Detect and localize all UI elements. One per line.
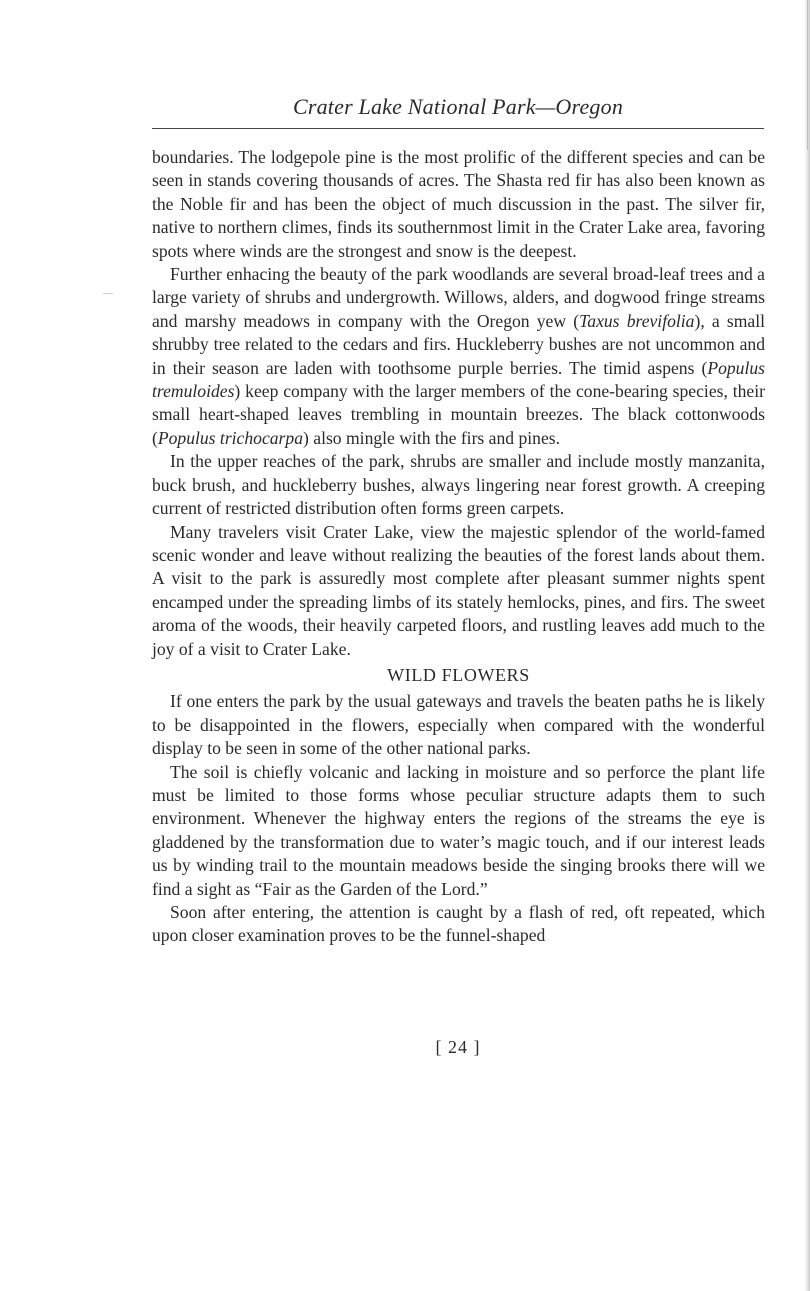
header-rule [152,128,764,129]
species-populus-tremuloides: Populus tremuloides [152,357,765,402]
page-edge-line [807,0,808,150]
paragraph-6: The soil is chiefly volcanic and lacking in moisture and so perforce the plant life must be limited to those forms whose peculiar structure adapts them to such environment. Whenever the highway enters the regions of the streams the eye is gladdened by the transformation due to water’s magic touch, and if our interest leads us by winding trail to the mountain meadows beside the singing brooks there will we find a sight as “Fair as the Garden of the Lord.” [152,761,765,899]
species-taxus: Taxus brevifolia [579,310,695,331]
paragraph-2-part-c: ) keep company with the larger members of the cone-bearing species, their small heart-shaped leaves trembling in mountain breezes. The black cottonwoods ( [152,381,765,448]
paragraph-5: If one enters the park by the usual gateways and travels the beaten paths he is likely to be disappointed in the flowers, especially when compared with the wonderful display to be seen in some of the other national parks. [152,691,765,759]
margin-mark [103,293,113,294]
paragraph-1: boundaries. The lodgepole pine is the most prolific of the different species and can be seen in stands covering thousands of acres. The Shasta red fir has also been known as the Noble fir and has been the object of much discussion in the past. The silver fir, native to northern climes, finds its southernmost limit in the Crater Lake area, favoring spots where winds are the strongest and snow is the deepest. [152,147,765,261]
species-populus-trichocarpa: Populus trichocarpa [157,427,303,448]
body-text [152,146,765,948]
page-edge-shadow [804,0,810,1291]
section-heading: WILD FLOWERS [387,664,530,685]
paragraph-2-part-b: ), a small shrubby tree related to the cedars and firs. Huckleberry bushes are not uncommon and in their season are laden with toothsome purple berries. The timid aspens ( [152,310,766,378]
paragraph-2 [152,263,765,450]
paragraph-2-part-a: Further enhacing the beauty of the park woodlands are several broad-leaf trees and a large variety of shrubs and undergrowth. Willows, alders, and dogwood fringe streams and marshy meadows in company with the Oregon yew ( [152,264,765,331]
paragraph-2-part-d: ) also mingle with the firs and pines. [303,427,561,448]
paragraph-4: Many travelers visit Crater Lake, view the majestic splendor of the world-famed scenic wonder and leave without realizing the beauties of the forest lands about them. A visit to the park is assuredly most complete after pleasant summer nights spent encamped under the spreading limbs of its stately hemlocks, pines, and firs. The sweet aroma of the woods, their heavily carpeted floors, and rustling leaves add much to the joy of a visit to Crater Lake. [152,521,765,659]
paragraph-7: Soon after entering, the attention is caught by a flash of red, oft repeated, which upon closer examination proves to be the funnel-shaped [152,902,765,946]
paragraph-3: In the upper reaches of the park, shrubs are smaller and include mostly manzanita, buck brush, and huckleberry bushes, always lingering near forest growth. A creeping current of restricted distribution often forms green carpets. [152,451,765,519]
running-head: Crater Lake National Park—Oregon [292,94,624,119]
page-number: [ 24 ] [435,1037,481,1057]
